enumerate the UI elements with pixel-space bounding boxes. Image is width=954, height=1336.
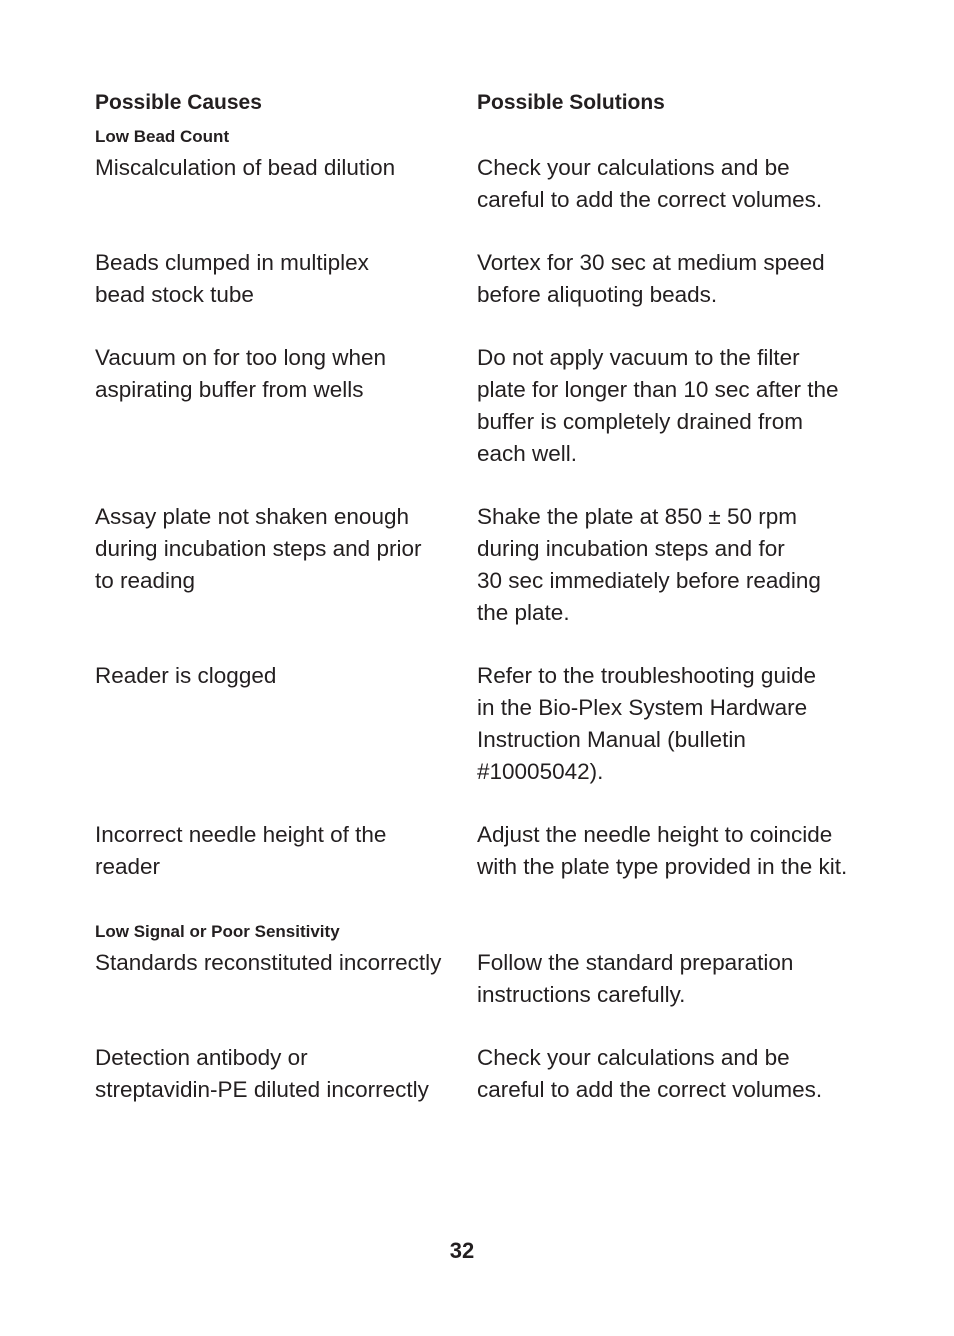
cause-text: Standards reconstituted incorrectly: [95, 950, 442, 975]
solution-text: Check your calculations and be careful to add the correct volumes.: [477, 1045, 823, 1102]
solution-text: Vortex for 30 sec at medium speed before aliquoting beads.: [477, 250, 825, 307]
solutions-column-heading: Possible Solutions: [477, 91, 665, 114]
cause-text: Incorrect needle height of the reader: [95, 822, 387, 879]
causes-column-heading: Possible Causes: [95, 91, 262, 114]
solution-text: Adjust the needle height to coincide with the plate type provided in the kit.: [477, 822, 848, 879]
section-title-low-bead-count: Low Bead Count: [95, 127, 230, 146]
page-number: 32: [449, 1238, 475, 1263]
cause-text: Beads clumped in multiplex bead stock tube: [95, 250, 369, 307]
solution-text: Refer to the troubleshooting guide in the Bio-Plex System Hardware Instruction Manual (bulletin #10005042).: [477, 663, 816, 784]
solution-text: Check your calculations and be careful to add the correct volumes.: [477, 155, 823, 212]
cause-text: Detection antibody or streptavidin-PE diluted incorrectly: [95, 1045, 429, 1102]
cause-text: Reader is clogged: [95, 663, 277, 688]
solution-text: Shake the plate at 850 ± 50 rpm during incubation steps and for 30 sec immediately before reading the plate.: [477, 504, 821, 625]
solution-text: Follow the standard preparation instructions carefully.: [477, 950, 794, 1007]
solution-text: Do not apply vacuum to the filter plate for longer than 10 sec after the buffer is completely drained from each well.: [477, 345, 839, 466]
cause-text: Assay plate not shaken enough during incubation steps and prior to reading: [95, 504, 422, 593]
section-title-low-signal: Low Signal or Poor Sensitivity: [95, 922, 340, 941]
cause-text: Miscalculation of bead dilution: [95, 155, 396, 180]
cause-text: Vacuum on for too long when aspirating buffer from wells: [95, 345, 387, 402]
